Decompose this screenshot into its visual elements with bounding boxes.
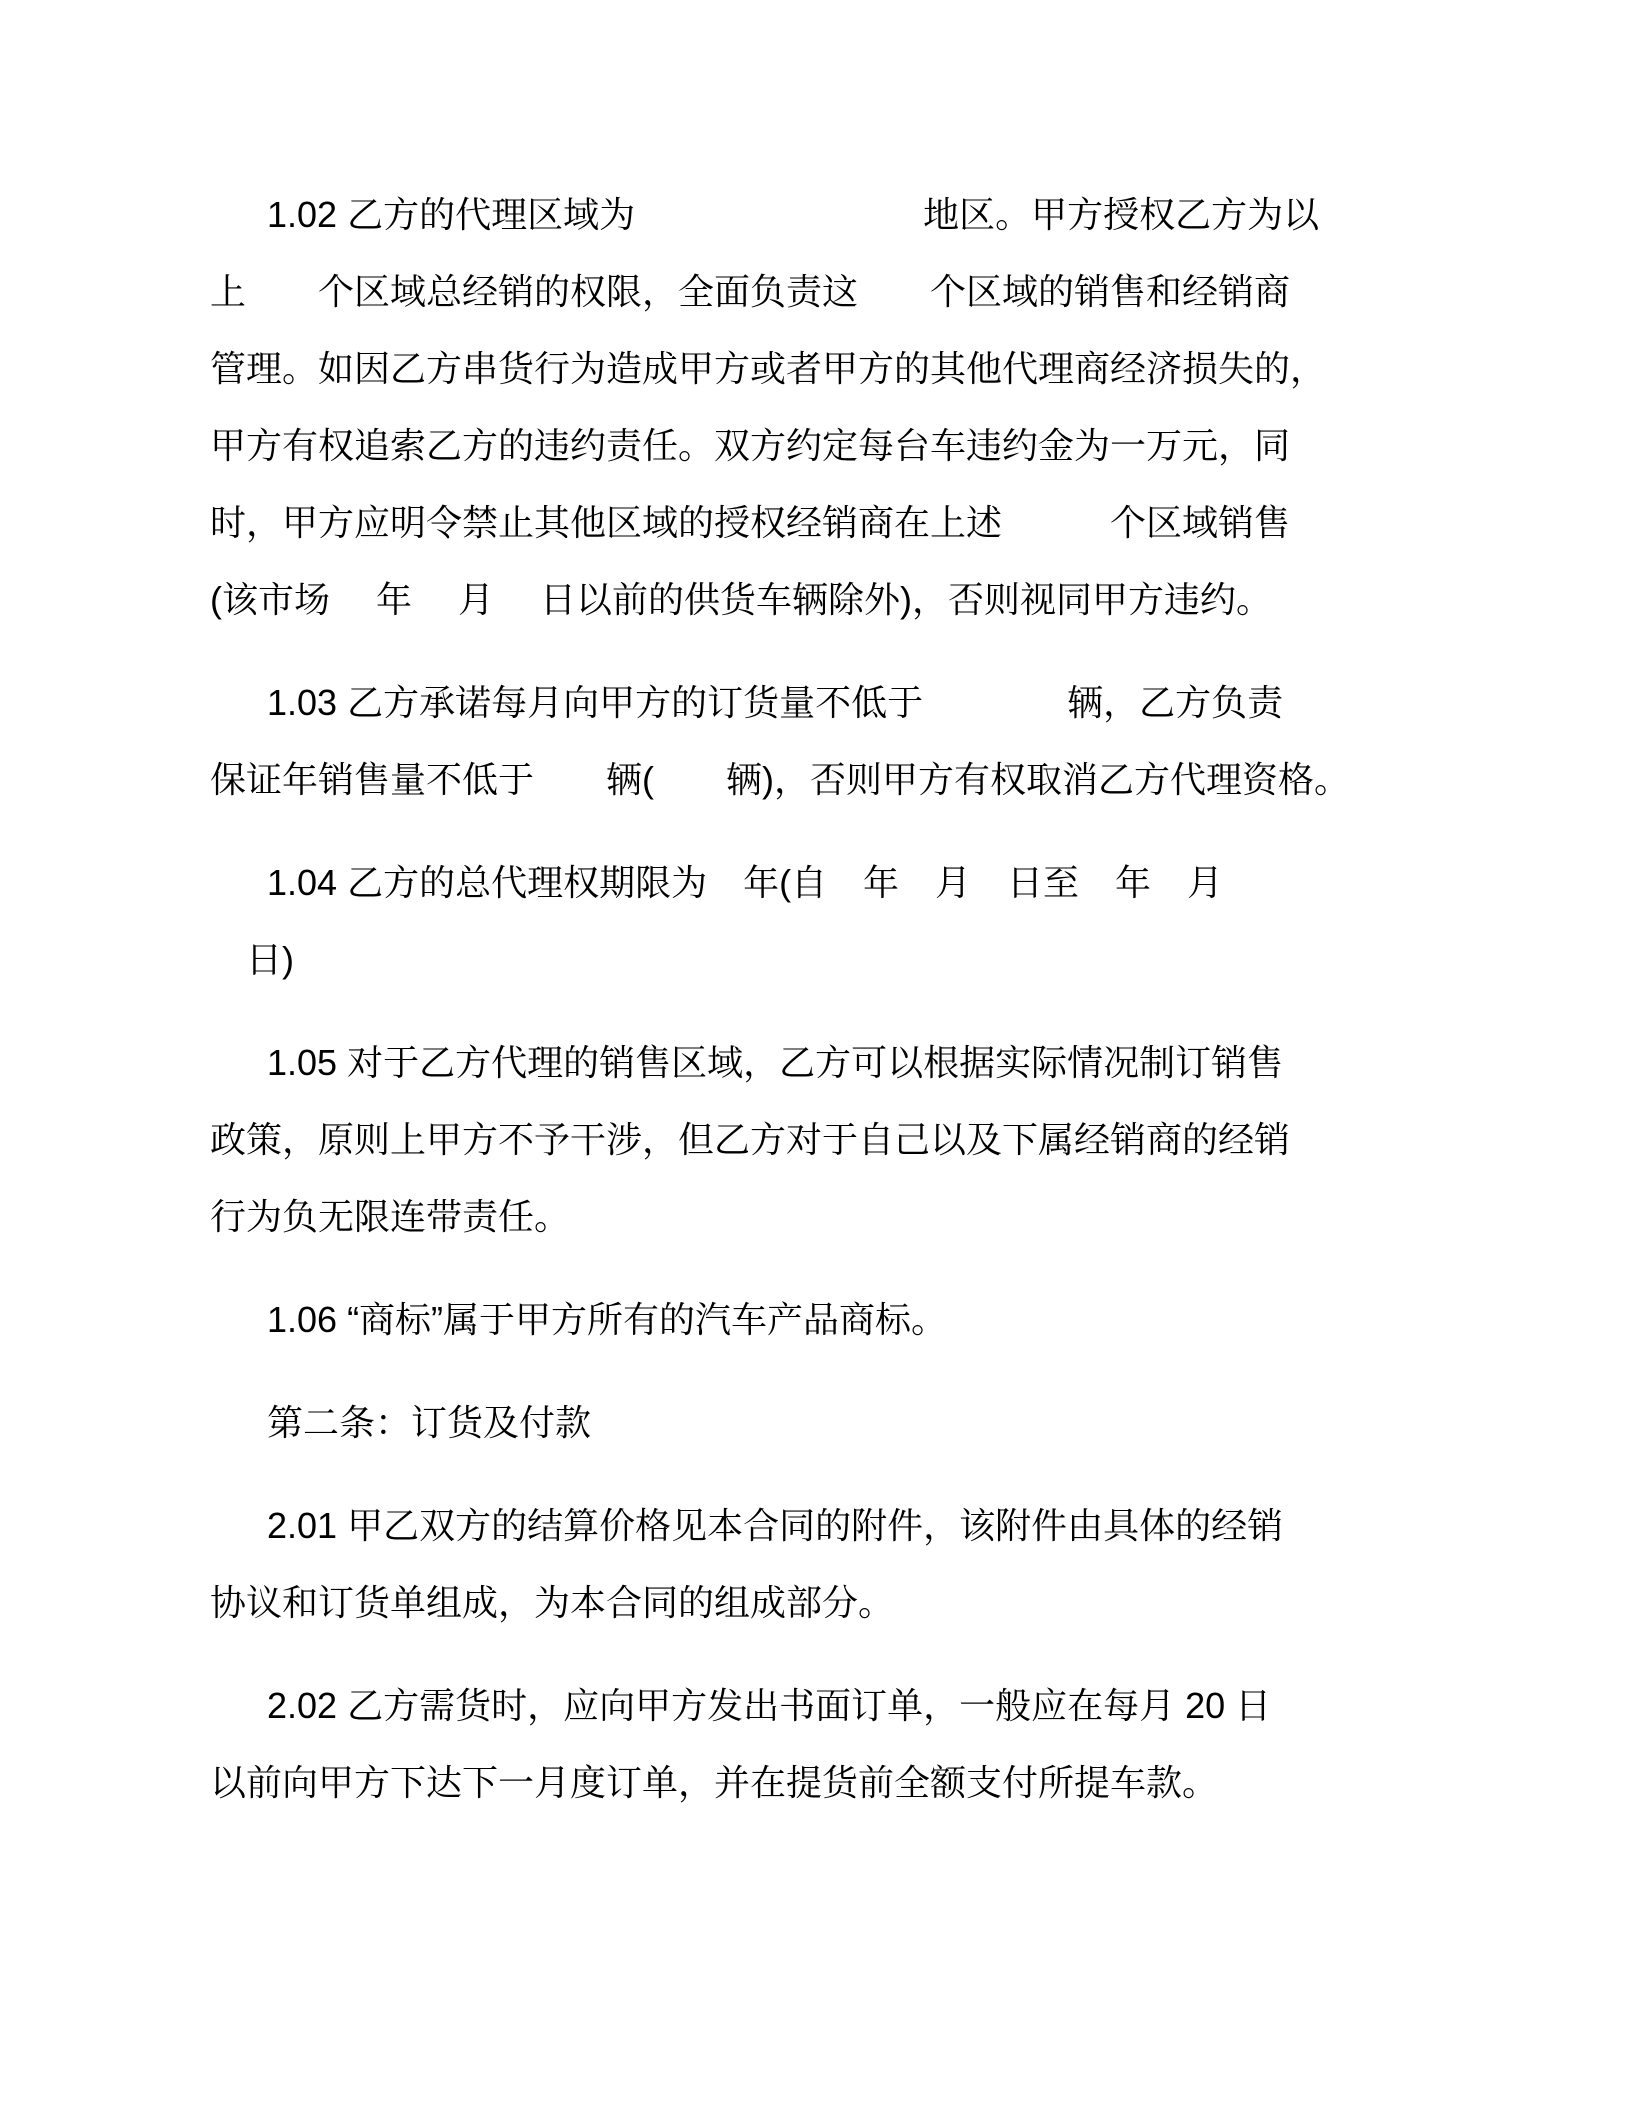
paragraph-clause-2-02 [210, 1667, 1462, 1821]
document-line: 协议和订货单组成，为本合同的组成部分。 [210, 1582, 895, 1623]
document-line: 2.02 乙方需货时，应向甲方发出书面订单，一般应在每月 20 日 [267, 1685, 1272, 1726]
document-heading-line: 第二条：订货及付款 [267, 1402, 592, 1443]
document-line: 1.03 乙方承诺每月向甲方的订货量不低于 辆，乙方负责 [267, 682, 1284, 723]
document-line: 甲方有权追索乙方的违约责任。双方约定每台车违约金为一万元，同 [210, 425, 1291, 466]
document-line: 日) [210, 939, 294, 980]
document-line: (该市场 年 月 日以前的供货车辆除外)，否则视同甲方违约。 [210, 579, 1272, 620]
document-line: 以前向甲方下达下一月度订单，并在提货前全额支付所提车款。 [210, 1762, 1219, 1803]
document-line: 1.02 乙方的代理区域为 地区。甲方授权乙方为以 [267, 194, 1320, 235]
paragraph-clause-1-02 [210, 176, 1462, 638]
paragraph-clause-1-04 [210, 844, 1462, 998]
paragraph-clause-1-05 [210, 1024, 1462, 1255]
paragraph-clause-1-03 [210, 664, 1462, 818]
document-line: 1.05 对于乙方代理的销售区域，乙方可以根据实际情况制订销售 [267, 1042, 1284, 1083]
document-line: 时，甲方应明令禁止其他区域的授权经销商在上述 个区域销售 [210, 502, 1291, 543]
article-2-heading [210, 1384, 1462, 1461]
paragraph-clause-2-01 [210, 1487, 1462, 1641]
document-line: 2.01 甲乙双方的结算价格见本合同的附件，该附件由具体的经销 [267, 1505, 1284, 1546]
document-line: 保证年销售量不低于 辆( 辆)，否则甲方有权取消乙方代理资格。 [210, 759, 1350, 800]
document-line: 上 个区域总经销的权限，全面负责这 个区域的销售和经销商 [210, 271, 1291, 312]
document-line: 政策，原则上甲方不予干涉，但乙方对于自己以及下属经销商的经销 [210, 1119, 1291, 1160]
document-line: 管理。如因乙方串货行为造成甲方或者甲方的其他代理商经济损失的， [210, 348, 1327, 389]
paragraph-clause-1-06 [210, 1281, 1462, 1358]
document-line: 1.04 乙方的总代理权期限为 年(自 年 月 日至 年 月 [267, 862, 1224, 903]
document-line: 行为负无限连带责任。 [210, 1196, 571, 1237]
document-line: 1.06 “商标”属于甲方所有的汽车产品商标。 [267, 1299, 948, 1340]
